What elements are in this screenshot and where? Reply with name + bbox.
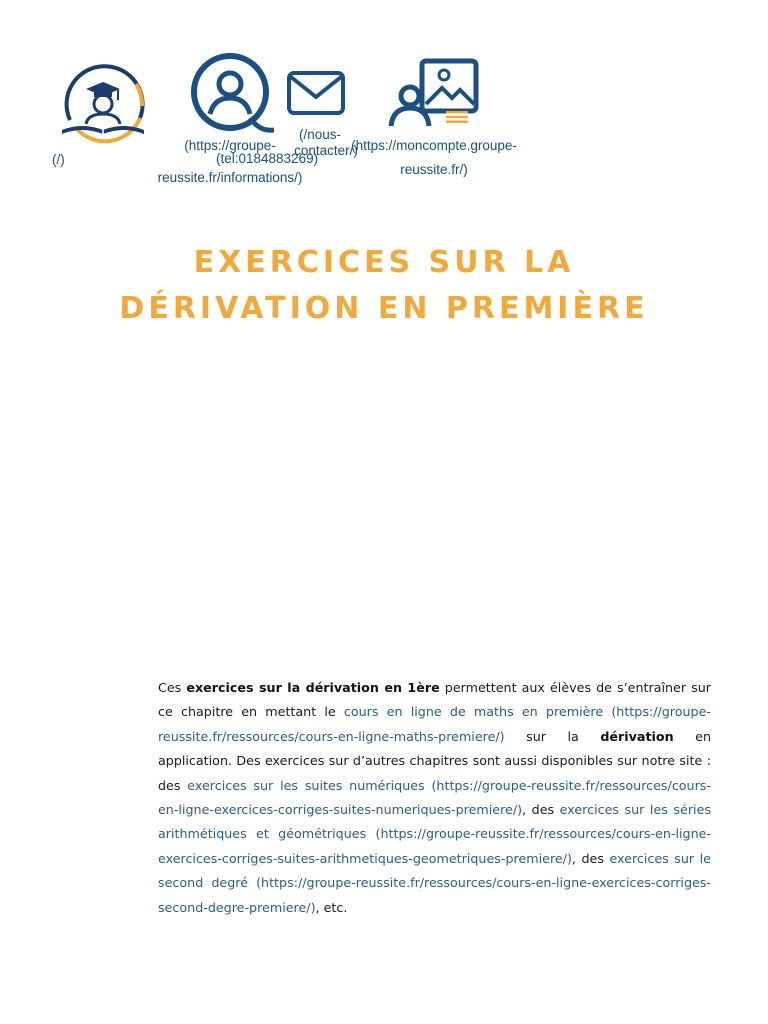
menu-button[interactable] [446, 110, 468, 122]
account-link[interactable] [334, 138, 534, 178]
intro-paragraph [158, 676, 711, 920]
contact-link-line1: (/nous- [298, 127, 342, 142]
suites-numeriques-link[interactable]: exercices sur les suites numériques (https://groupe-reussite.fr/ressources/cours-en-ligne-exercices-corriges-suites-numeriques-premiere/) [158, 777, 711, 818]
info-link-line2: reussite.fr/informations/) [157, 170, 303, 185]
intro-text-5: , des [522, 802, 560, 818]
intro-bold-1: exercices sur la dérivation en 1ère [186, 680, 440, 695]
cours-premiere-link[interactable]: cours en ligne de maths en première (https://groupe-reussite.fr/ressources/cours-en-ligne-maths-premiere/) [158, 704, 711, 744]
page-title-line1: EXERCICES SUR LA [193, 245, 575, 280]
intro-text-6: , des [571, 850, 610, 866]
user-headset-icon [190, 52, 274, 136]
contact-link-icon[interactable] [286, 70, 346, 116]
home-link[interactable]: (/) [52, 152, 65, 167]
intro-text-7: , etc. [315, 899, 348, 915]
phone-link[interactable]: (tel:0184883269) [216, 151, 319, 166]
intro-bold-2: dérivation [600, 728, 674, 744]
second-degre-link[interactable]: exercices sur le second degré (https://groupe-reussite.fr/ressources/cours-en-ligne-exercices-corriges-second-degre-premiere/) [158, 850, 711, 915]
series-arithmetiques-link[interactable]: exercices sur les séries arithmétiques et géométriques (https://groupe-reussite.fr/ressources/cours-en-ligne-exercices-corriges-suites-arithmetiques-geometriques-premiere/) [158, 802, 711, 866]
page-title [40, 240, 728, 332]
intro-text-2: permettent aux élèves de s’entraîner sur ce chapitre en mettant le [158, 680, 711, 720]
intro-text-4: en application. Des exercices sur d’autres chapitres sont aussi disponibles sur notre site : des [158, 728, 711, 793]
page-title-line2: DÉRIVATION EN PREMIÈRE [119, 291, 649, 326]
account-link-line2: reussite.fr/) [400, 162, 468, 177]
menu-icon [446, 111, 468, 123]
graduate-reading-book-logo [56, 62, 150, 148]
info-link-icon[interactable] [190, 52, 274, 136]
contact-link-line2: contacter/) [294, 143, 358, 158]
site-logo[interactable] [56, 62, 150, 148]
envelope-icon [286, 70, 346, 116]
intro-text-1: Ces [158, 680, 187, 695]
account-link-line1: (https://moncompte.groupe- [351, 138, 517, 153]
info-link-line1: (https://groupe- [184, 138, 276, 153]
intro-text-3: sur la [504, 728, 601, 744]
